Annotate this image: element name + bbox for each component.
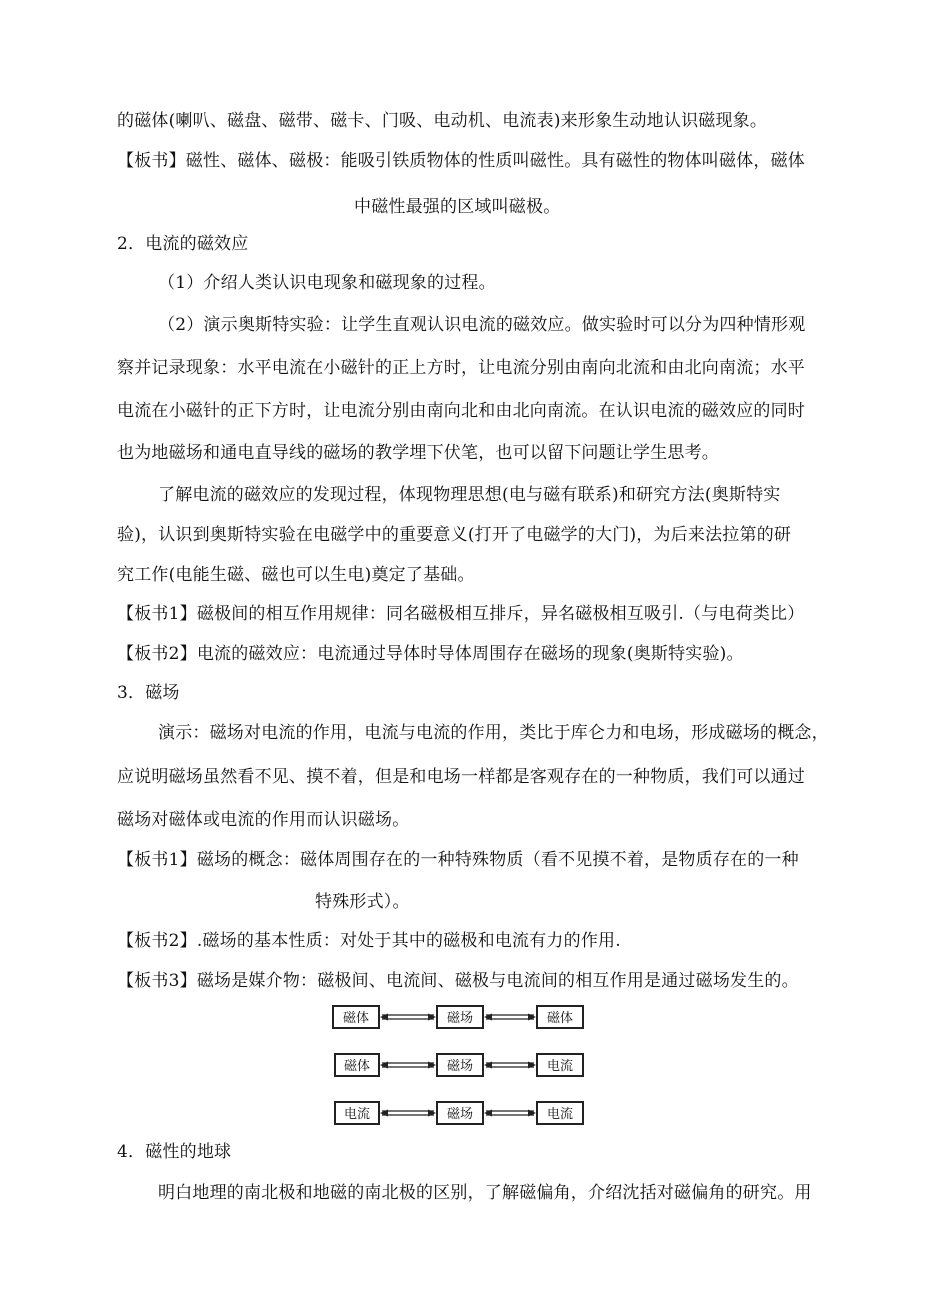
text-line: 也为地磁场和通电直导线的磁场的教学埋下伏笔，也可以留下问题让学生思考。 (117, 443, 719, 463)
diagram-box: 磁体 (334, 1053, 380, 1077)
section-heading: 2．电流的磁效应 (117, 234, 249, 254)
diagram-box: 电流 (334, 1101, 380, 1125)
board-note: 【板书2】电流的磁效应：电流通过导体时导体周围存在磁场的现象(奥斯特实验)。 (117, 644, 744, 664)
diagram-box: 磁体 (332, 1005, 380, 1029)
text-line: 磁场对磁体或电流的作用而认识磁场。 (117, 810, 410, 830)
double-arrow-icon (484, 1061, 536, 1069)
text-line: 【板书】磁性、磁体、磁极：能吸引铁质物体的性质叫磁性。具有磁性的物体叫磁体，磁体 (117, 151, 805, 171)
section-heading: 3．磁场 (117, 683, 180, 703)
board-note: 【板书1】磁场的概念：磁体周围存在的一种特殊物质（看不见摸不着，是物质存在的一种 (117, 850, 799, 870)
text-line: 验)，认识到奥斯特实验在电磁学中的重要意义(打开了电磁学的大门)，为后来法拉第的研 (117, 525, 792, 545)
section-heading: 4．磁性的地球 (117, 1142, 232, 1162)
text-line: （1）介绍人类认识电现象和磁现象的过程。 (158, 273, 496, 293)
double-arrow-icon (484, 1013, 536, 1021)
board-note: 【板书2】.磁场的基本性质：对处于其中的磁极和电流有力的作用. (117, 931, 621, 951)
text-line: 明白地理的南北极和地磁的南北极的区别，了解磁偏角，介绍沈括对磁偏角的研究。用 (158, 1183, 812, 1203)
double-arrow-icon (484, 1109, 536, 1117)
diagram-box: 磁场 (436, 1053, 484, 1077)
diagram-box: 磁场 (436, 1005, 484, 1029)
double-arrow-icon (380, 1061, 436, 1069)
double-arrow-icon (380, 1109, 436, 1117)
double-arrow-icon (380, 1013, 436, 1021)
diagram-box: 磁体 (536, 1005, 584, 1029)
text-line: （2）演示奥斯特实验：让学生直观认识电流的磁效应。做实验时可以分为四种情形观 (158, 315, 806, 335)
text-line: 究工作(电能生磁、磁也可以生电)奠定了基础。 (117, 565, 475, 585)
diagram-box: 磁场 (436, 1101, 484, 1125)
text-line: 中磁性最强的区域叫磁极。 (354, 197, 561, 217)
magnetic-field-diagram (328, 1003, 590, 1133)
text-line: 演示：磁场对电流的作用，电流与电流的作用，类比于库仑力和电场，形成磁场的概念， (158, 723, 829, 743)
text-line: 的磁体(喇叭、磁盘、磁带、磁卡、门吸、电动机、电流表)来形象生动地认识磁现象。 (117, 111, 768, 131)
text-line: 电流在小磁针的正下方时，让电流分别由南向北和由北向南流。在认识电流的磁效应的同时 (117, 401, 805, 421)
diagram-box: 电流 (536, 1101, 584, 1125)
text-line: 特殊形式）。 (315, 892, 410, 912)
board-note: 【板书3】磁场是媒介物：磁极间、电流间、磁极与电流间的相互作用是通过磁场发生的。 (117, 971, 799, 991)
text-line: 了解电流的磁效应的发现过程，体现物理思想(电与磁有联系)和研究方法(奥斯特实 (158, 485, 781, 505)
diagram-box: 电流 (536, 1053, 584, 1077)
text-line: 察并记录现象：水平电流在小磁针的正上方时，让电流分别由南向北流和由北向南流；水平 (117, 358, 805, 378)
text-line: 应说明磁场虽然看不见、摸不着，但是和电场一样都是客观存在的一种物质，我们可以通过 (117, 767, 805, 787)
board-note: 【板书1】磁极间的相互作用规律：同名磁极相互排斥，异名磁极相互吸引.（与电荷类比） (117, 604, 805, 624)
